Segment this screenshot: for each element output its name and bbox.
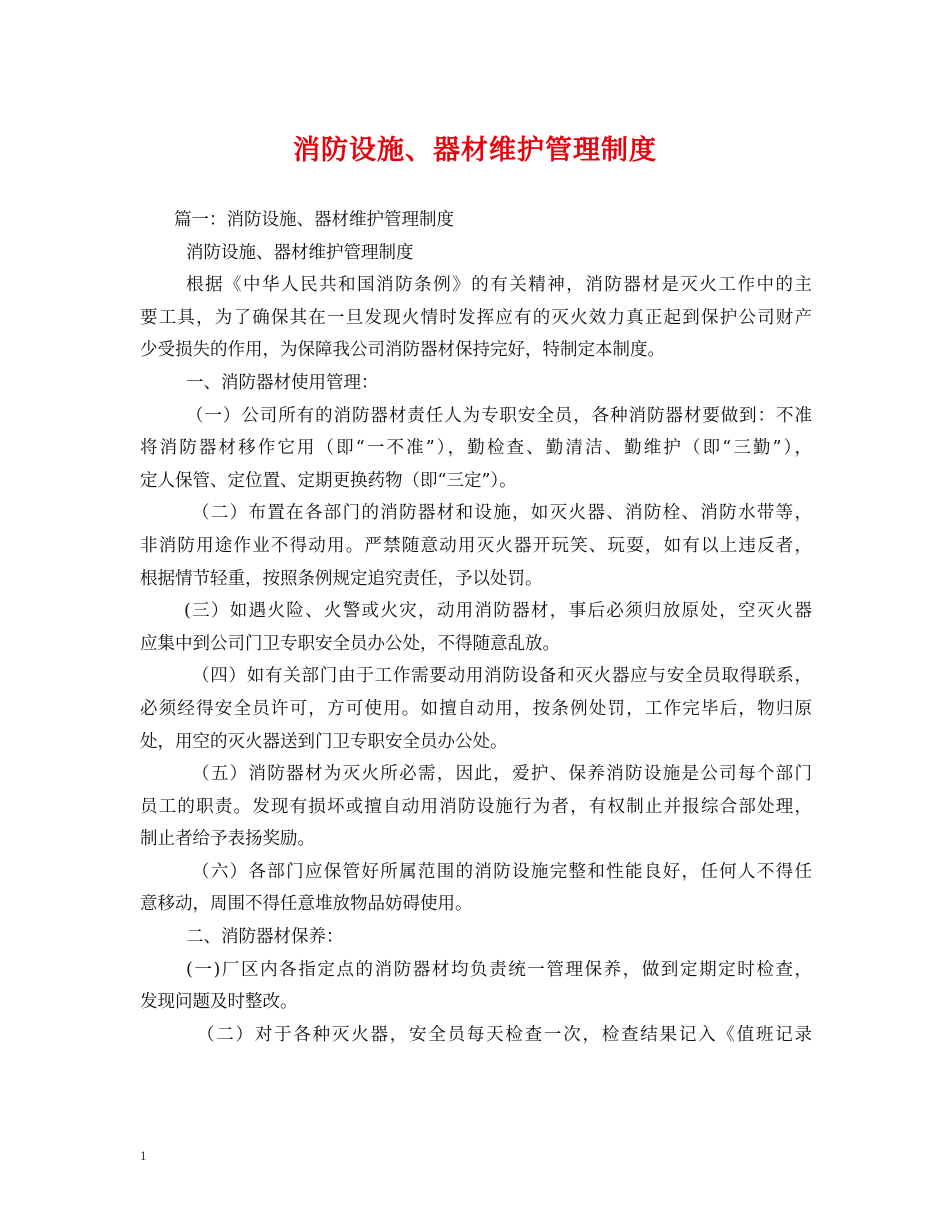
paragraph-line: （二）布置在各部门的消防器材和设施，如灭火器、消防栓、消防水带等， — [192, 503, 812, 524]
paragraph-line: 少受损失的作用，为保障我公司消防器材保持完好，特制定本制度。 — [140, 340, 665, 361]
document-title: 消防设施、器材维护管理制度 — [293, 135, 657, 166]
paragraph-line: (三）如遇火险、火警或火灾，动用消防器材，事后必须归放原处，空灭火器 — [184, 601, 812, 622]
paragraph-line: 非消防用途作业不得动用。严禁随意动用灭火器开玩笑、玩耍，如有以上违反者， — [140, 535, 812, 556]
paragraph-line: （四）如有关部门由于工作需要动用消防设备和灭火器应与安全员取得联系， — [192, 666, 812, 687]
paragraph-line: 意移动，周围不得任意堆放物品妨碍使用。 — [140, 894, 473, 915]
paragraph-line: 定人保管、定位置、定期更换药物（即“三定”）。 — [140, 470, 517, 491]
document-body — [140, 204, 812, 1051]
paragraph-line: 发现问题及时整改。 — [140, 992, 298, 1013]
paragraph-line: （五）消防器材为灭火所必需，因此，爱护、保养消防设施是公司每个部门 — [192, 764, 812, 785]
paragraph-line: （六）各部门应保管好所属范围的消防设施完整和性能良好，任何人不得任 — [192, 861, 812, 882]
paragraph-line: 处，用空的灭火器送到门卫专职安全员办公处。 — [140, 731, 508, 752]
section-heading: 篇一：消防设施、器材维护管理制度 — [174, 210, 454, 230]
page-number: 1 — [140, 1148, 147, 1163]
subtitle-line: 消防设施、器材维护管理制度 — [186, 242, 414, 263]
paragraph-line: 要工具，为了确保其在一旦发现火情时发挥应有的灭火效力真正起到保护公司财产 — [140, 307, 812, 328]
paragraph-line: 根据情节轻重，按照条例规定追究责任，予以处罚。 — [140, 568, 543, 589]
paragraph-line: 制止者给予表扬奖励。 — [140, 829, 315, 850]
paragraph-line: （二）对于各种灭火器，安全员每天检查一次，检查结果记入《值班记录 — [197, 1024, 812, 1045]
section-heading: 一、消防器材使用管理： — [186, 372, 379, 393]
paragraph-line: （一）公司所有的消防器材责任人为专职安全员，各种消防器材要做到：不准 — [186, 405, 812, 426]
paragraph-line: 将消防器材移作它用（即“一不准”），勤检查、勤清洁、勤维护（即“三勤”）， — [140, 438, 812, 459]
section-heading: 二、消防器材保养： — [186, 927, 344, 948]
paragraph-line: (一)厂区内各指定点的消防器材均负责统一管理保养，做到定期定时检查， — [186, 959, 812, 980]
paragraph-line: 根据《中华人民共和国消防条例》的有关精神，消防器材是灭火工作中的主 — [186, 275, 812, 296]
paragraph-line: 员工的职责。发现有损坏或擅自动用消防设施行为者，有权制止并报综合部处理， — [140, 796, 812, 817]
paragraph-line: 必须经得安全员许可，方可使用。如擅自动用，按条例处罚，工作完毕后，物归原 — [140, 698, 812, 719]
paragraph-line: 应集中到公司门卫专职安全员办公处，不得随意乱放。 — [140, 633, 560, 654]
